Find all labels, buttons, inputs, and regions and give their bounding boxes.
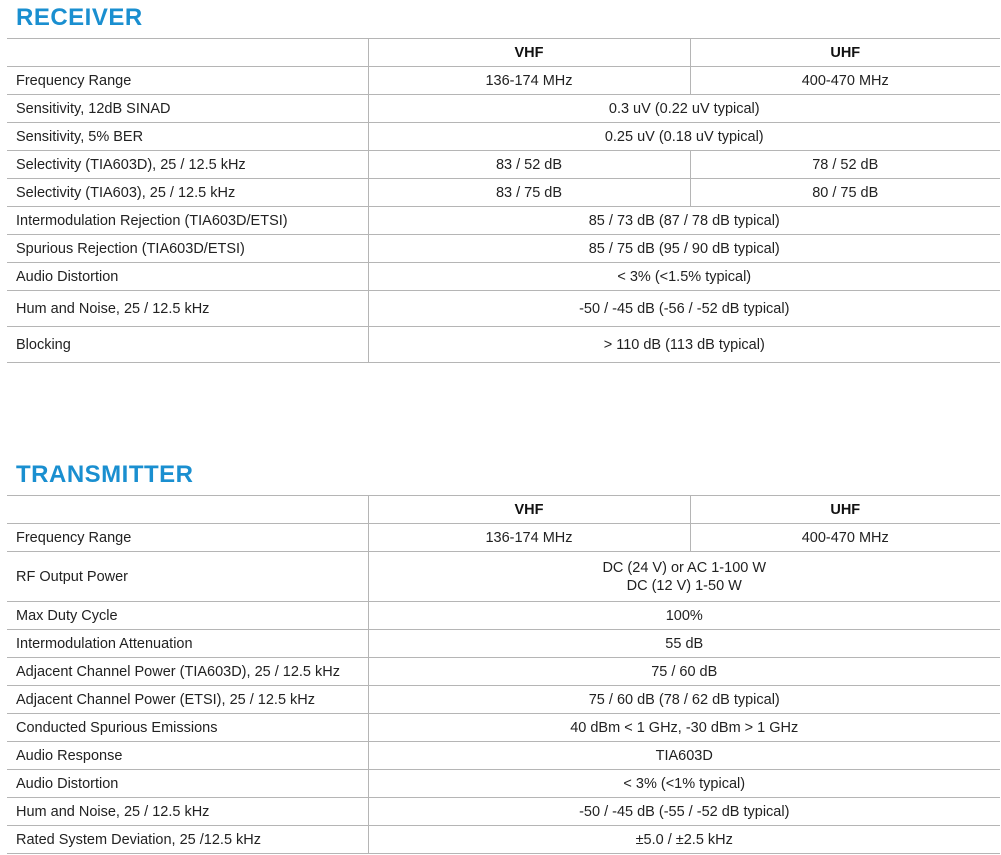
row-value: DC (24 V) or AC 1-100 W DC (12 V) 1-50 W: [368, 552, 1000, 602]
row-label: Sensitivity, 12dB SINAD: [16, 100, 171, 117]
row-value: -50 / -45 dB (-56 / -52 dB typical): [368, 291, 1000, 327]
receiver-spec-table: [7, 38, 1000, 363]
row-label: Frequency Range: [16, 529, 132, 546]
row-label: Conducted Spurious Emissions: [16, 719, 218, 736]
table-row: [7, 602, 1000, 630]
row-label: Intermodulation Rejection (TIA603D/ETSI): [16, 212, 288, 229]
row-value: 0.25 uV (0.18 uV typical): [368, 123, 1000, 151]
row-label: Adjacent Channel Power (TIA603D), 25 / 12.5 kHz: [16, 663, 340, 680]
transmitter-header-blank: [7, 496, 368, 524]
transmitter-header-row: [7, 496, 1000, 524]
table-row: [7, 123, 1000, 151]
row-value-uhf: 400-470 MHz: [690, 67, 1000, 95]
row-value: 75 / 60 dB (78 / 62 dB typical): [368, 686, 1000, 714]
row-label: Audio Distortion: [16, 775, 119, 792]
row-value: 55 dB: [368, 630, 1000, 658]
table-row: [7, 798, 1000, 826]
row-label: Max Duty Cycle: [16, 607, 118, 624]
row-label: RF Output Power: [16, 568, 129, 585]
row-label: Rated System Deviation, 25 /12.5 kHz: [16, 831, 262, 848]
row-label: Frequency Range: [16, 72, 132, 89]
row-label: Hum and Noise, 25 / 12.5 kHz: [16, 803, 210, 820]
row-label: Sensitivity, 5% BER: [16, 128, 144, 145]
transmitter-col-uhf: UHF: [690, 496, 1000, 524]
row-label: Selectivity (TIA603D), 25 / 12.5 kHz: [16, 156, 246, 173]
row-label: Selectivity (TIA603), 25 / 12.5 kHz: [16, 184, 236, 201]
row-value: 75 / 60 dB: [368, 658, 1000, 686]
row-label: Audio Distortion: [16, 268, 119, 285]
row-value: 40 dBm < 1 GHz, -30 dBm > 1 GHz: [368, 714, 1000, 742]
row-value: 100%: [368, 602, 1000, 630]
row-value: 85 / 75 dB (95 / 90 dB typical): [368, 235, 1000, 263]
row-label: Intermodulation Attenuation: [16, 635, 193, 652]
receiver-header-row: [7, 39, 1000, 67]
transmitter-title: TRANSMITTER: [16, 461, 194, 488]
table-row: [7, 291, 1000, 327]
row-value: 0.3 uV (0.22 uV typical): [368, 95, 1000, 123]
table-row: [7, 263, 1000, 291]
row-value-vhf: 83 / 75 dB: [368, 179, 690, 207]
transmitter-col-vhf: VHF: [368, 496, 690, 524]
row-value: 85 / 73 dB (87 / 78 dB typical): [368, 207, 1000, 235]
row-value-vhf: 136-174 MHz: [368, 524, 690, 552]
table-row: [7, 235, 1000, 263]
table-row: [7, 67, 1000, 95]
table-row: [7, 742, 1000, 770]
table-row: [7, 327, 1000, 363]
row-value-vhf: 83 / 52 dB: [368, 151, 690, 179]
table-row: [7, 207, 1000, 235]
table-row: [7, 552, 1000, 602]
row-label: Blocking: [16, 336, 71, 353]
table-row: [7, 179, 1000, 207]
row-value-uhf: 78 / 52 dB: [690, 151, 1000, 179]
table-row: [7, 151, 1000, 179]
table-row: [7, 658, 1000, 686]
row-label: Hum and Noise, 25 / 12.5 kHz: [16, 300, 210, 317]
table-row: [7, 95, 1000, 123]
table-row: [7, 524, 1000, 552]
row-value-uhf: 80 / 75 dB: [690, 179, 1000, 207]
receiver-title: RECEIVER: [16, 4, 143, 31]
table-row: [7, 714, 1000, 742]
row-value: < 3% (<1.5% typical): [368, 263, 1000, 291]
row-value: TIA603D: [368, 742, 1000, 770]
row-label: Spurious Rejection (TIA603D/ETSI): [16, 240, 245, 257]
table-row: [7, 826, 1000, 854]
row-value-vhf: 136-174 MHz: [368, 67, 690, 95]
table-row: [7, 630, 1000, 658]
transmitter-spec-table: [7, 495, 1000, 854]
row-value-uhf: 400-470 MHz: [690, 524, 1000, 552]
row-label: Audio Response: [16, 747, 123, 764]
row-value: ±5.0 / ±2.5 kHz: [368, 826, 1000, 854]
table-row: [7, 770, 1000, 798]
receiver-col-uhf: UHF: [690, 39, 1000, 67]
row-value: -50 / -45 dB (-55 / -52 dB typical): [368, 798, 1000, 826]
receiver-col-vhf: VHF: [368, 39, 690, 67]
table-row: [7, 686, 1000, 714]
receiver-header-blank: [7, 39, 368, 67]
row-value: > 110 dB (113 dB typical): [368, 327, 1000, 363]
row-value: < 3% (<1% typical): [368, 770, 1000, 798]
row-label: Adjacent Channel Power (ETSI), 25 / 12.5 kHz: [16, 691, 316, 708]
